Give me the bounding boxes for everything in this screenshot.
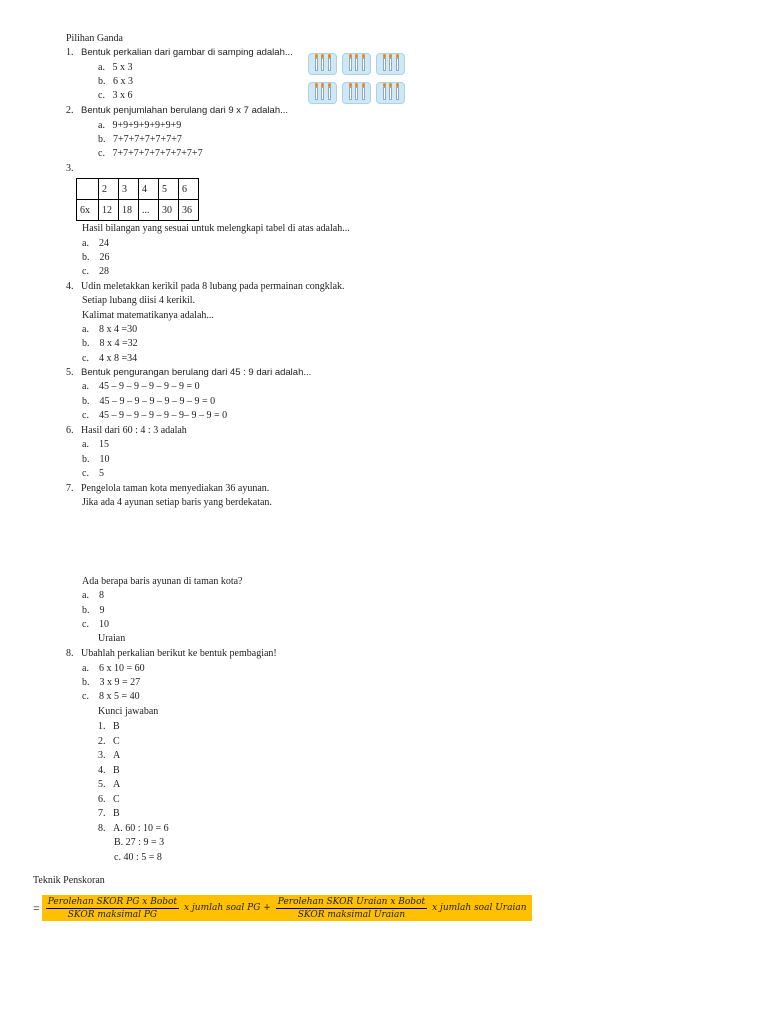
option-5b: b. 45 – 9 – 9 – 9 – 9 – 9 – 9 = 0 (82, 396, 216, 407)
option-8a: a. 6 x 10 = 60 (82, 663, 145, 674)
table-cell: 6 (179, 179, 199, 200)
question-text: Jika ada 4 ayunan setiap baris yang berdekatan. (82, 497, 272, 508)
option-3a: a. 24 (82, 238, 109, 249)
question-text: Setiap lubang diisi 4 kerikil. (82, 295, 196, 306)
option-2c: c. 7+7+7+7+7+7+7+7+7 (98, 148, 203, 159)
option-1a: a. 5 x 3 (98, 62, 133, 73)
candle-box (342, 53, 371, 75)
table-row (77, 179, 199, 200)
table-cell: 12 (99, 200, 119, 221)
section-heading: Uraian (98, 633, 126, 644)
question-text: Ada berapa baris ayunan di taman kota? (82, 576, 243, 587)
question-text: Pengelola taman kota menyediakan 36 ayunan. (81, 483, 270, 494)
table-cell: 18 (119, 200, 139, 221)
fraction-denominator: SKOR maksimal Uraian (297, 909, 406, 920)
option-7c: c. 10 (82, 619, 109, 630)
question-text: Hasil dari 60 : 4 : 3 adalah (81, 425, 187, 436)
fraction-pg (46, 896, 179, 921)
question-7 (66, 482, 269, 495)
table-cell (77, 179, 99, 200)
question-number: 7. (66, 483, 74, 494)
option-7a: a. 8 (82, 590, 104, 601)
answer-key-item: 4. B (98, 765, 120, 776)
option-4c: c. 4 x 8 =34 (82, 353, 138, 364)
fraction-numerator: Perolehan SKOR Uraian x Bobot (277, 896, 426, 907)
option-3b: b. 26 (82, 252, 110, 263)
option-6b: b. 10 (82, 454, 110, 465)
answer-key-item: 3. A (98, 750, 121, 761)
table-cell: ... (139, 200, 159, 221)
option-2a: a. 9+9+9+9+9+9+9 (98, 120, 182, 131)
option-6a: a. 15 (82, 439, 109, 450)
table-cell: 4 (139, 179, 159, 200)
formula-highlight (42, 895, 532, 921)
table-cell: 36 (179, 200, 199, 221)
question-3-number: 3. (66, 163, 74, 174)
answer-key-subitem: B. 27 : 9 = 3 (114, 837, 165, 848)
answer-key-item: 1. B (98, 721, 120, 732)
question-text: Bentuk penjumlahan berulang dari 9 x 7 adalah... (81, 105, 289, 116)
option-6c: c. 5 (82, 468, 104, 479)
question-number: 5. (66, 367, 74, 378)
option-2b: b. 7+7+7+7+7+7+7 (98, 134, 182, 145)
answer-key-title: Kunci jawaban (98, 706, 159, 717)
option-4b: b. 8 x 4 =32 (82, 338, 138, 349)
formula-middle-text: x jumlah soal PG + (184, 903, 271, 913)
number-table (76, 178, 199, 221)
option-5c: c. 45 – 9 – 9 – 9 – 9 – 9– 9 – 9 = 0 (82, 410, 228, 421)
question-4 (66, 280, 345, 293)
table-row (77, 200, 199, 221)
section-heading: Pilihan Ganda (66, 33, 123, 44)
question-number: 2. (66, 105, 74, 116)
candle-box (376, 82, 405, 104)
option-8b: b. 3 x 9 = 27 (82, 677, 141, 688)
table-cell: 30 (159, 200, 179, 221)
question-text: Kalimat matematikanya adalah... (82, 310, 214, 321)
question-text: Udin meletakkan kerikil pada 8 lubang pada permainan congklak. (81, 281, 345, 292)
table-cell: 2 (99, 179, 119, 200)
answer-key-item: 2. C (98, 736, 120, 747)
answer-key-subitem: c. 40 : 5 = 8 (114, 852, 162, 863)
question-text: Bentuk perkalian dari gambar di samping adalah... (81, 47, 293, 58)
table-cell: 5 (159, 179, 179, 200)
question-number: 1. (66, 47, 74, 58)
option-5a: a. 45 – 9 – 9 – 9 – 9 – 9 = 0 (82, 381, 200, 392)
question-1 (66, 46, 293, 59)
fraction-numerator: Perolehan SKOR PG x Bobot (47, 896, 178, 907)
table-cell: 3 (119, 179, 139, 200)
option-3c: c. 28 (82, 266, 109, 277)
fraction-denominator: SKOR maksimal PG (67, 909, 158, 920)
question-number: 8. (66, 648, 74, 659)
candle-box (342, 82, 371, 104)
fraction-uraian (276, 896, 427, 921)
answer-key-item: 8. A. 60 : 10 = 6 (98, 823, 169, 834)
answer-key-item: 6. C (98, 794, 120, 805)
option-4a: a. 8 x 4 =30 (82, 324, 138, 335)
candle-box (376, 53, 405, 75)
formula-equals: = (33, 900, 40, 915)
question-8 (66, 647, 277, 660)
candle-box (308, 53, 337, 75)
question-2 (66, 104, 288, 117)
formula-end-text: x jumlah soal Uraian (432, 903, 527, 913)
candle-box (308, 82, 337, 104)
question-number: 6. (66, 425, 74, 436)
option-7b: b. 9 (82, 605, 105, 616)
question-6 (66, 424, 187, 437)
option-8c: c. 8 x 5 = 40 (82, 691, 140, 702)
question-5 (66, 366, 311, 379)
option-1c: c. 3 x 6 (98, 90, 133, 101)
question-text: Ubahlah perkalian berikut ke bentuk pembagian! (81, 648, 277, 659)
question-text: Bentuk pengurangan berulang dari 45 : 9 dari adalah... (81, 367, 312, 378)
scoring-formula (33, 895, 532, 921)
question-text: Hasil bilangan yang sesuai untuk melengkapi tabel di atas adalah... (82, 223, 350, 234)
answer-key-item: 5. A (98, 779, 121, 790)
question-number: 4. (66, 281, 74, 292)
scoring-title: Teknik Penskoran (33, 875, 105, 886)
table-cell: 6x (77, 200, 99, 221)
answer-key-item: 7. B (98, 808, 120, 819)
option-1b: b. 6 x 3 (98, 76, 133, 87)
